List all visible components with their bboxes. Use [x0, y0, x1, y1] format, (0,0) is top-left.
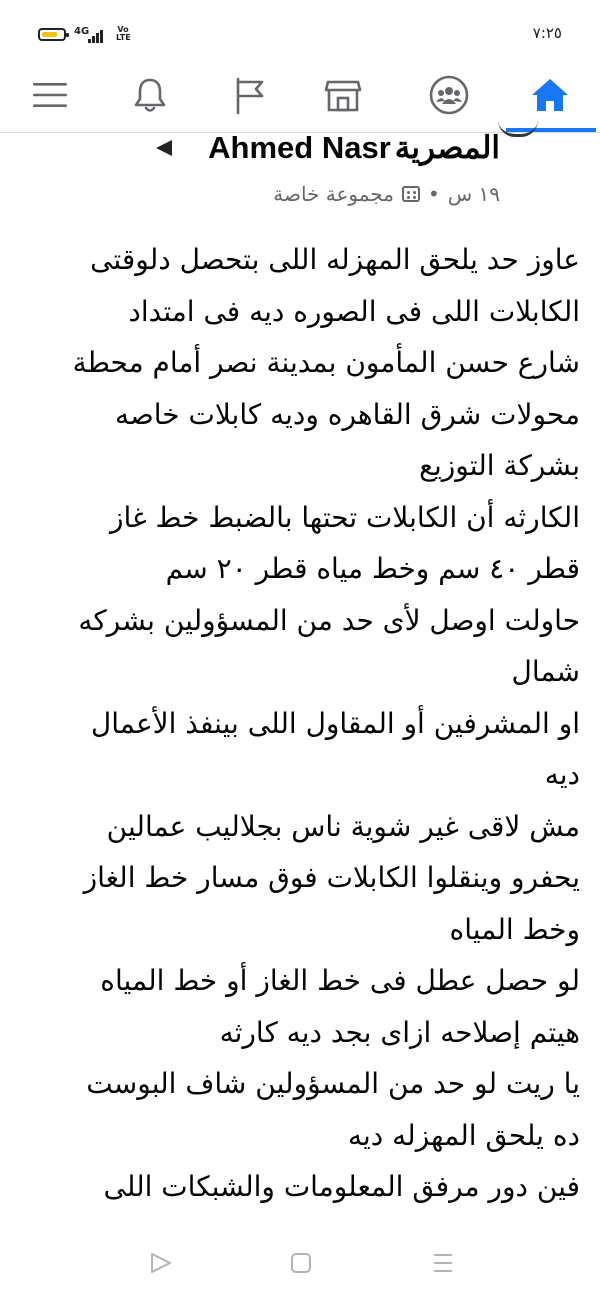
post-line: يحفرو وينقلوا الكابلات فوق مسار خط الغاز: [83, 861, 580, 894]
post-author[interactable]: [208, 130, 500, 166]
post-line: يا ريت لو حد من المسؤولين شاف البوست: [86, 1067, 580, 1100]
volte-label-bottom: LTE: [116, 33, 131, 42]
post-line: شارع حسن المأمون بمدينة نصر أمام محطة: [72, 346, 580, 379]
post-text: [20, 234, 580, 1213]
status-time: ٧:٢٥: [532, 24, 562, 42]
post-meta: [273, 182, 500, 206]
post-line: قطر ٤٠ سم وخط مياه قطر ٢٠ سم: [165, 552, 580, 585]
post-line: شمال: [511, 655, 580, 688]
post-line: هيتم إصلاحه ازاى بجد ديه كارثه: [219, 1015, 580, 1049]
author-group-name[interactable]: المصرية: [394, 130, 500, 165]
post-line: الكابلات اللى فى الصوره ديه فى امتداد: [128, 294, 580, 328]
home-icon: [529, 74, 571, 116]
post-line: لو حصل عطل فى خط الغاز أو خط المياه: [100, 964, 580, 997]
system-nav-bar: [0, 1238, 600, 1290]
post-time[interactable]: ١٩ س: [447, 182, 500, 206]
post-line: عاوز حد يلحق المهزله اللى بتحصل دلوقتى: [90, 243, 580, 276]
signal-icon: [88, 29, 104, 43]
home-square-icon[interactable]: [286, 1250, 316, 1276]
nav-menu-button[interactable]: [15, 62, 85, 128]
private-group-icon: [402, 186, 420, 202]
nav-groups-button[interactable]: [414, 62, 484, 128]
post-line: بشركة التوزيع: [419, 449, 580, 482]
nav-marketplace-button[interactable]: [308, 62, 378, 128]
marketplace-icon: [322, 74, 364, 116]
battery-icon: [38, 28, 66, 41]
post-line: فين دور مرفق المعلومات والشبكات اللى: [103, 1170, 580, 1203]
recents-menu-icon[interactable]: [428, 1250, 458, 1276]
post-line: ديه: [544, 758, 580, 791]
groups-icon: [428, 74, 470, 116]
post-line: وخط المياه: [449, 912, 580, 946]
post-line: حاولت اوصل لأى حد من المسؤولين بشركه: [78, 603, 580, 637]
post-line: ده يلحق المهزله ديه: [348, 1118, 580, 1152]
bell-icon: [129, 74, 171, 116]
meta-separator: •: [427, 182, 440, 206]
shared-to-arrow-icon: [156, 140, 172, 156]
author-name[interactable]: Ahmed Nasr: [208, 130, 391, 165]
network-type-label: 4G: [74, 26, 90, 37]
nav-home-button[interactable]: [515, 62, 585, 128]
back-icon[interactable]: [146, 1250, 176, 1276]
volte-label-top: Vo: [117, 25, 129, 34]
nav-notifications-button[interactable]: [115, 62, 185, 128]
volte-icon: [116, 26, 130, 42]
post-line: او المشرفين أو المقاول اللى بينفذ الأعمال: [90, 706, 580, 740]
nav-pages-button[interactable]: [215, 62, 285, 128]
post-line: محولات شرق القاهره وديه كابلات خاصه: [114, 397, 580, 431]
avatar[interactable]: [498, 120, 538, 137]
flag-icon: [229, 74, 271, 116]
status-bar: [0, 0, 600, 62]
post-line: الكارثه أن الكابلات تحتها بالضبط خط غاز: [109, 500, 580, 534]
menu-icon: [29, 74, 71, 116]
post-line: مش لاقى غير شوية ناس بجلاليب عمالين: [106, 809, 580, 843]
post-audience: مجموعة خاصة: [273, 182, 394, 206]
